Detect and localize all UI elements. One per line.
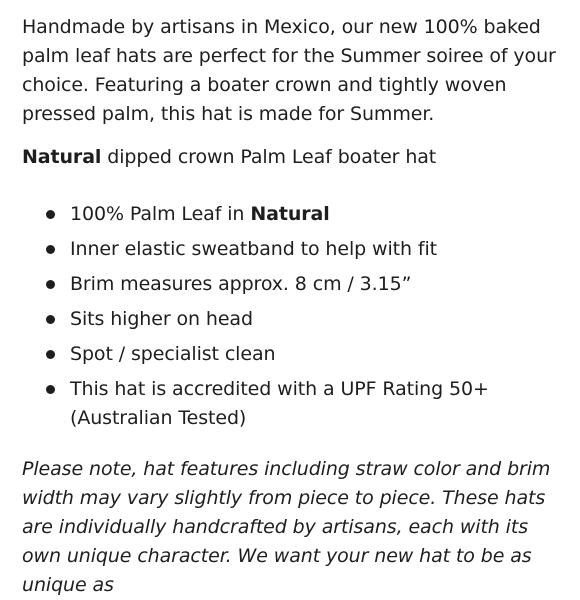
subtitle-text: dipped crown Palm Leaf boater hat [101, 146, 437, 168]
list-item [22, 305, 570, 334]
feature-text: Brim measures approx. 8 cm / 3.15” [70, 273, 412, 295]
product-subtitle [22, 143, 570, 172]
bullet-icon [46, 350, 55, 359]
list-item [22, 375, 570, 433]
bullet-icon [46, 280, 55, 289]
list-item [22, 270, 570, 299]
feature-material-color: Natural [250, 203, 330, 225]
list-item [22, 235, 570, 264]
subtitle-color-name: Natural [22, 146, 102, 168]
bullet-icon [46, 315, 55, 324]
feature-text: Spot / specialist clean [70, 343, 276, 365]
bullet-icon [46, 385, 55, 394]
intro-paragraph: Handmade by artisans in Mexico, our new 100% baked palm leaf hats are perfect for the Summer soiree of your choice. Featuring a boater crown and tightly woven pressed palm, this hat is made for Summer. [22, 16, 556, 125]
care-note: Please note, hat features including straw color and brim width may vary slightly from piece to piece. These hats are individually handcrafted by artisans, each with its own unique character. We want your new hat to be as unique as [22, 458, 551, 596]
bullet-icon [46, 210, 55, 219]
feature-text: This hat is accredited with a UPF Rating 50+ (Australian Tested) [70, 378, 489, 429]
list-item [22, 340, 570, 369]
product-description [22, 13, 570, 600]
feature-list [22, 200, 570, 433]
bullet-icon [46, 245, 55, 254]
feature-material-prefix: 100% Palm Leaf in [70, 203, 251, 225]
feature-text: Inner elastic sweatband to help with fit [70, 238, 438, 260]
list-item [22, 200, 570, 229]
feature-text: Sits higher on head [70, 308, 253, 330]
